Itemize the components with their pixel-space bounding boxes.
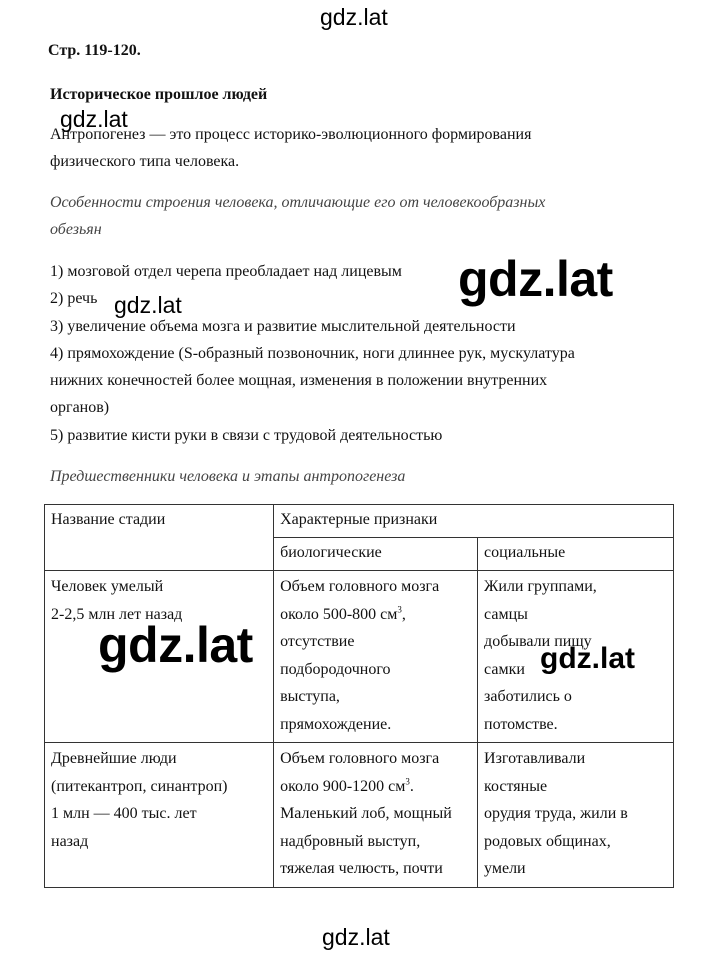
cell-line: добывали пищу <box>484 633 592 650</box>
watermark: gdz.lat <box>60 106 128 132</box>
cell-text: около 900-1200 см <box>280 777 406 795</box>
watermark: gdz.lat <box>458 251 613 307</box>
header-stage: Название стадии <box>45 505 274 571</box>
watermark: gdz.lat <box>114 292 182 318</box>
cell-line: назад <box>51 832 89 850</box>
cell-line: надбровный выступ, <box>280 832 421 850</box>
cell-text: около 500-800 см <box>280 605 398 623</box>
header-features: Характерные признаки <box>274 505 674 538</box>
list-item: 3) увеличение объема мозга и развитие мыслительной деятельности <box>50 317 516 335</box>
cell-line: Жили группами, <box>484 578 597 595</box>
cell-line: подбородочного <box>280 660 391 678</box>
cell-line: Изготавливали <box>484 750 586 767</box>
table-header-row <box>45 505 674 538</box>
cell-line: потомстве. <box>484 715 558 733</box>
text-line: Антропогенез — это процесс историко-эволюционного формирования <box>50 126 532 143</box>
cell-line: умели <box>484 860 526 877</box>
superscript: 3 <box>397 604 402 615</box>
watermark: gdz.lat <box>322 924 390 950</box>
watermark: gdz.lat <box>320 4 388 30</box>
list-item: органов) <box>50 399 110 417</box>
cell-line: заботились о <box>484 688 572 705</box>
section-heading: Историческое прошлое людей <box>50 86 268 103</box>
cell-line: родовых общинах, <box>484 832 611 850</box>
table-title: Предшественники человека и этапы антропогенеза <box>50 468 406 485</box>
features-title <box>50 189 670 243</box>
cell-line: прямохождение. <box>280 715 392 733</box>
cell-line: костяные <box>484 777 548 795</box>
cell-text: . <box>409 777 414 795</box>
header-biological: биологические <box>274 538 478 571</box>
definition-paragraph <box>50 121 670 175</box>
cell-line: Объем головного мозга <box>280 578 440 595</box>
watermark: gdz.lat <box>98 617 253 673</box>
stage-cell <box>45 743 274 888</box>
superscript: 3 <box>405 776 410 787</box>
text-line: Особенности строения человека, отличающие его от человекообразных <box>50 194 546 211</box>
text-line: физического типа человека. <box>50 153 240 170</box>
stages-table <box>44 504 674 888</box>
cell-line: самцы <box>484 605 528 623</box>
cell-line: около 500-800 $см^3$, <box>280 604 406 623</box>
cell-line: Маленький лоб, мощный <box>280 805 452 822</box>
page-reference: Стр. 119-120. <box>48 42 141 59</box>
cell-line: отсутствие <box>280 633 355 650</box>
list-item: нижних конечностей более мощная, изменения в положении внутренних <box>50 372 548 390</box>
cell-line: Древнейшие люди <box>51 750 177 767</box>
text-line: обезьян <box>50 221 102 238</box>
list-item: 4) прямохождение (S-образный позвоночник, ноги длиннее рук, мускулатура <box>50 344 575 362</box>
biological-cell <box>274 743 478 888</box>
cell-line <box>280 773 471 801</box>
cell-line: самки <box>484 660 525 678</box>
header-social: социальные <box>478 538 674 571</box>
cell-line: Человек умелый <box>51 578 164 595</box>
cell-line: Объем головного мозга <box>280 750 440 767</box>
social-cell <box>478 743 674 888</box>
list-item: 1) мозговой отдел черепа преобладает над лицевым <box>50 263 402 280</box>
cell-line: 2-2,5 млн лет назад <box>51 605 183 623</box>
biological-cell <box>274 571 478 743</box>
cell-line: 1 млн — 400 тыс. лет <box>51 805 197 822</box>
cell-line: выступа, <box>280 688 340 705</box>
list-item: 2) речь <box>50 290 98 308</box>
cell-line: тяжелая челюсть, почти <box>280 860 443 877</box>
table-row <box>45 743 674 888</box>
list-item: 5) развитие кисти руки в связи с трудовой деятельностью <box>50 426 443 444</box>
cell-line: (питекантроп, синантроп) <box>51 777 228 795</box>
cell-line: орудия труда, жили в <box>484 805 628 822</box>
watermark: gdz.lat <box>540 642 635 675</box>
